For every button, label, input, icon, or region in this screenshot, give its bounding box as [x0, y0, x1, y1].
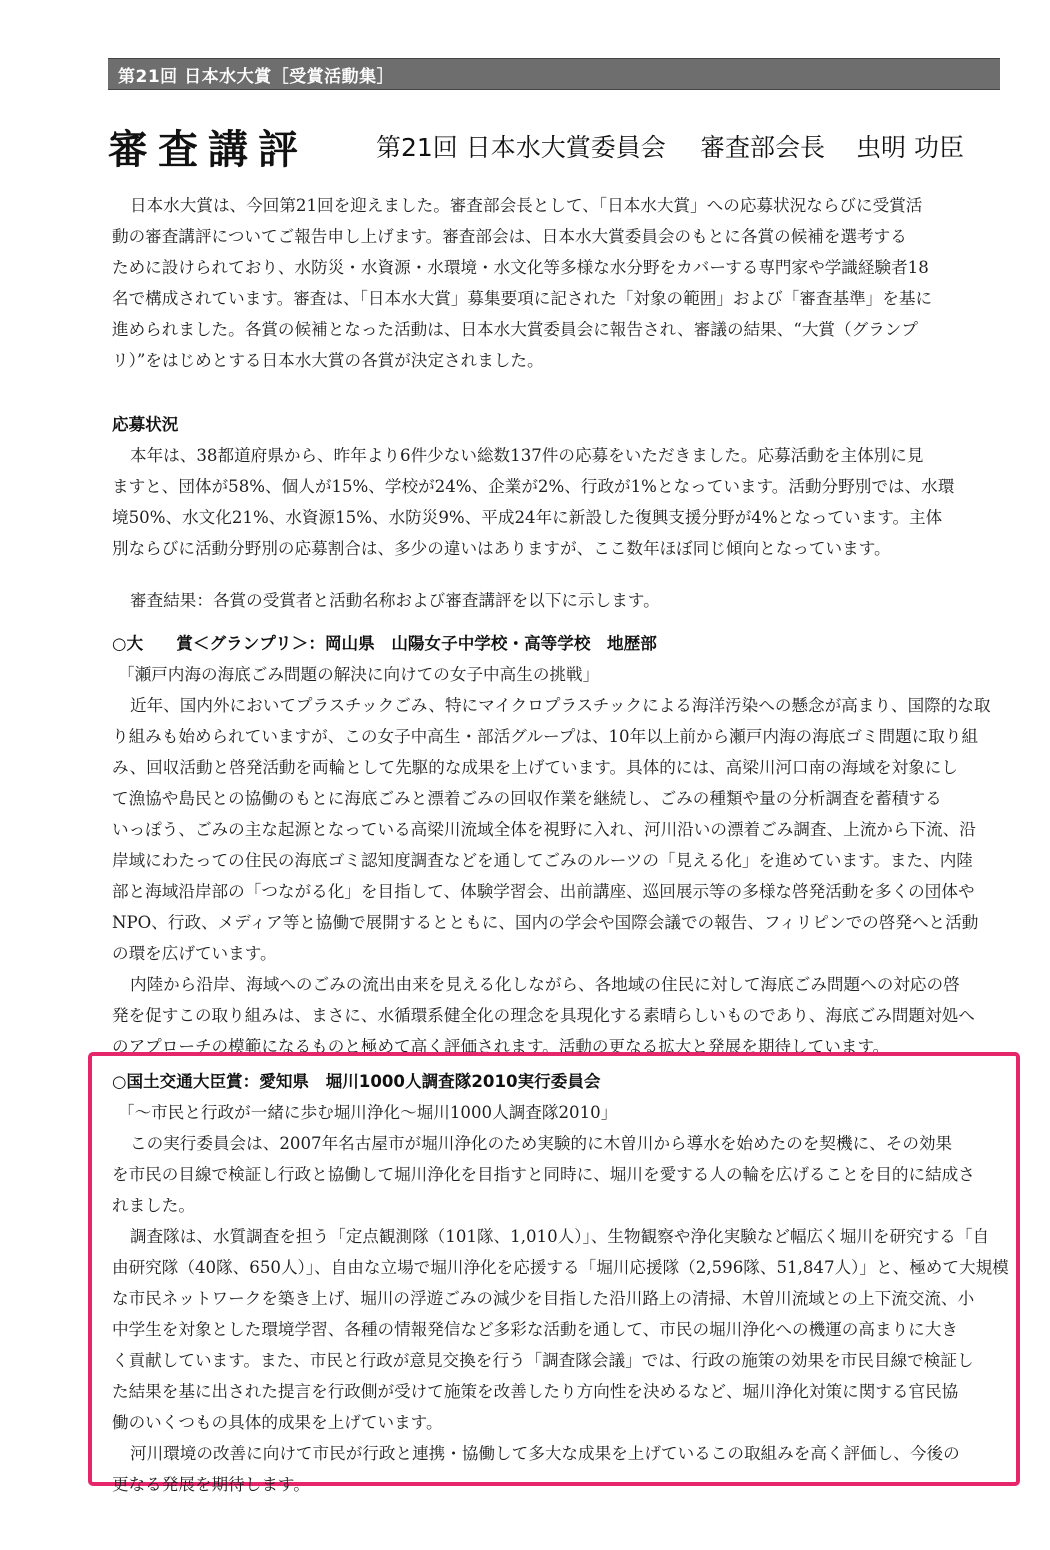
- mlit-prize-line: 更なる発展を期待します。: [112, 1475, 310, 1494]
- section-header-bar: [108, 58, 1000, 90]
- mlit-prize-line: 由研究隊（40隊、650人）」、自由な立場で堀川浄化を応援する「堀川応援隊（2,596隊、51,847人）」と、極めて大規模: [112, 1258, 1009, 1277]
- grand-prize-line: 岸域にわたっての住民の海底ゴミ認知度調査などを通してごみのルーツの「見える化」を進めています。また、内陸: [112, 851, 973, 870]
- grand-prize-activity-title: 「瀬戸内海の海底ごみ問題の解決に向けての女子中高生の挑戦」: [118, 665, 600, 684]
- grand-prize-line: のアプローチの模範になるものと極めて高く評価されます。活動の更なる拡大と発展を期待しています。: [112, 1037, 890, 1056]
- grand-prize-line: いっぽう、ごみの主な起源となっている高梁川流域全体を視野に入れ、河川沿いの漂着ごみ調査、上流から下流、沿: [112, 820, 976, 839]
- mlit-prize-activity-title: 「～市民と行政が一緒に歩む堀川浄化～堀川1000人調査隊2010」: [118, 1103, 618, 1122]
- grand-prize-line: 内陸から沿岸、海域へのごみの流出由来を見える化しながら、各地域の住民に対して海底ごみ問題への対応の啓: [130, 975, 960, 994]
- intro-line: 進められました。各賞の候補となった活動は、日本水大賞委員会に報告され、審議の結果、“大賞（グランプ: [112, 320, 918, 339]
- grand-prize-line: 部と海域沿岸部の「つながる化」を目指して、体験学習会、出前講座、巡回展示等の多様な啓発活動を多くの団体や: [112, 882, 975, 901]
- mlit-prize-line: 河川環境の改善に向けて市民が行政と連携・協働して多大な成果を上げているこの取組みを高く評価し、今後の: [130, 1444, 960, 1463]
- grand-prize-line: NPO、行政、メディア等と協働で展開するとともに、国内の学会や国際会議での報告、フィリピンでの啓発へと活動: [112, 913, 979, 932]
- grand-prize-line: の環を広げています。: [112, 944, 277, 963]
- mlit-prize-line: れました。: [112, 1196, 195, 1215]
- status-line: 境50%、水文化21%、水資源15%、水防災9%、平成24年に新設した復興支援分野が4%となっています。主体: [112, 508, 943, 527]
- grand-prize-heading: ○大 賞＜グランプリ＞：岡山県 山陽女子中学校・高等学校 地歴部: [112, 634, 657, 653]
- mlit-prize-line: 中学生を対象とした環境学習、各種の情報発信など多彩な活動を通して、市民の堀川浄化への機運の高まりに大き: [112, 1320, 958, 1339]
- review-result-line: 審査結果：各賞の受賞者と活動名称および審査講評を以下に示します。: [130, 591, 660, 610]
- intro-line: 日本水大賞は、今回第21回を迎えました。審査部会長として、「日本水大賞」への応募状況ならびに受賞活: [130, 196, 923, 215]
- intro-line: リ）”をはじめとする日本水大賞の各賞が決定されました。: [112, 351, 544, 370]
- intro-line: 名で構成されています。審査は、「日本水大賞」募集要項に記された「対象の範囲」および「審査基準」を基に: [112, 289, 933, 308]
- intro-line: 動の審査講評についてご報告申し上げます。審査部会は、日本水大賞委員会のもとに各賞の候補を選考する: [112, 227, 907, 246]
- mlit-prize-line: た結果を基に出された提言を行政側が受けて施策を改善したり方向性を決めるなど、堀川浄化対策に関する官民協: [112, 1382, 959, 1401]
- grand-prize-line: て漁協や島民との協働のもとに海底ごみと漂着ごみの回収作業を継続し、ごみの種類や量の分析調査を蓄積する: [112, 789, 942, 808]
- section-header-title: 第21回 日本水大賞［受賞活動集］: [118, 67, 395, 87]
- mlit-prize-line: 調査隊は、水質調査を担う「定点観測隊（101隊、1,010人）」、生物観察や浄化実験など幅広く堀川を研究する「自: [130, 1227, 990, 1246]
- page-title: 審査講評: [108, 126, 308, 173]
- grand-prize-line: 発を促すこの取り組みは、まさに、水循環系健全化の理念を具現化する素晴らしいものであり、海底ごみ問題対処へ: [112, 1006, 975, 1025]
- chair-name: 虫明 功臣: [856, 133, 964, 162]
- mlit-prize-line: く貢献しています。また、市民と行政が意見交換を行う「調査隊会議」では、行政の施策の効果を市民目線で検証し: [112, 1351, 974, 1370]
- mlit-prize-line: な市民ネットワークを築き上げ、堀川の浮遊ごみの減少を目指した沿川路上の清掃、木曽川流域との上下流交流、小: [112, 1289, 975, 1308]
- mlit-prize-line: この実行委員会は、2007年名古屋市が堀川浄化のため実験的に木曽川から導水を始めたのを契機に、その効果: [130, 1134, 953, 1153]
- intro-line: ために設けられており、水防災・水資源・水環境・水文化等多様な水分野をカバーする専門家や学識経験者18: [112, 258, 929, 277]
- grand-prize-line: り組みも始められていますが、この女子中高生・部活グループは、10年以上前から瀬戸内海の海底ゴミ問題に取り組: [112, 727, 979, 746]
- status-line: 本年は、38都道府県から、昨年より6件少ない総数137件の応募をいただきました。応募活動を主体別に見: [130, 446, 924, 465]
- application-status-heading: 応募状況: [112, 415, 179, 434]
- title-row: [108, 118, 1008, 174]
- grand-prize-line: 近年、国内外においてプラスチックごみ、特にマイクロプラスチックによる海洋汚染への懸念が高まり、国際的な取: [130, 696, 991, 715]
- committee-name: 第21回 日本水大賞委員会: [376, 133, 666, 162]
- mlit-prize-line: 働のいくつもの具体的成果を上げています。: [112, 1413, 443, 1432]
- mlit-prize-line: を市民の目線で検証し行政と協働して堀川浄化を目指すと同時に、堀川を愛する人の輪を広げることを目的に結成さ: [112, 1165, 975, 1184]
- status-line: 別ならびに活動分野別の応募割合は、多少の違いはありますが、ここ数年ほぼ同じ傾向となっています。: [112, 539, 891, 558]
- status-line: ますと、団体が58%、個人が15%、学校が24%、企業が2%、行政が1%となっています。活動分野別では、水環: [112, 477, 955, 496]
- mlit-prize-heading: ○国土交通大臣賞：愛知県 堀川1000人調査隊2010実行委員会: [112, 1072, 601, 1091]
- grand-prize-line: み、回収活動と啓発活動を両輪として先駆的な成果を上げています。具体的には、高梁川河口南の海域を対象にし: [112, 758, 958, 777]
- chair-title: 審査部会長: [700, 133, 826, 162]
